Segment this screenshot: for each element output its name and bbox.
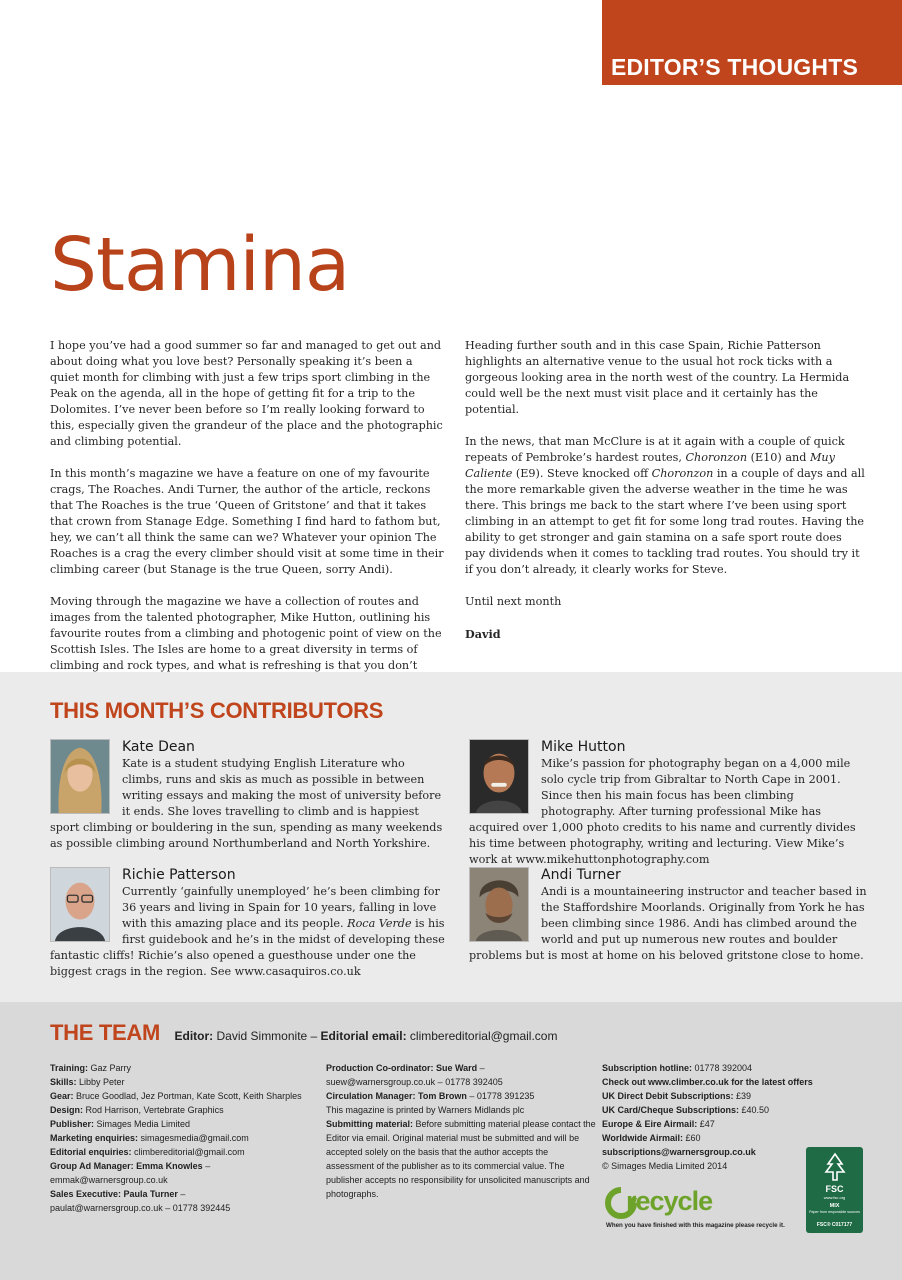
label: Editorial email: bbox=[320, 1029, 407, 1043]
contributor-photo bbox=[469, 867, 529, 942]
article-paragraph bbox=[465, 434, 865, 578]
credit-line: Check out www.climber.co.uk for the latest offers bbox=[602, 1077, 813, 1087]
text-run: In the news, that man McClure is at it again with a couple of quick repeats of Pembroke’s hardest routes, bbox=[465, 435, 845, 464]
credit-line: Worldwide Airmail: £60 bbox=[602, 1133, 701, 1143]
book-title: Roca Verde bbox=[347, 917, 412, 930]
credit-line: Circulation Manager: Tom Brown – 01778 391235 bbox=[326, 1091, 535, 1101]
credit-line: Europe & Eire Airmail: £47 bbox=[602, 1119, 715, 1129]
value: David Simmonite – bbox=[213, 1029, 321, 1043]
credit-line: Marketing enquiries: simagesmedia@gmail.com bbox=[50, 1133, 249, 1143]
section-tab bbox=[602, 0, 902, 85]
fsc-logo bbox=[806, 1147, 863, 1233]
team-column-2 bbox=[326, 1061, 596, 1201]
credit-line: This magazine is printed by Warners Midlands plc bbox=[326, 1105, 525, 1115]
credit-line: Training: Gaz Parry bbox=[50, 1063, 132, 1073]
text-run: in a couple of days and all the more remarkable given the adverse weather in the time he was there. This brings me back to the start where I’ve been using sport climbing in an attempt to get fit for some long trad routes. Having the ability to get stronger and gain stamina on a safe sport route does pay dividends when it comes to tackling trad routes. You should try it if you don’t already, it clearly works for Steve. bbox=[465, 467, 865, 576]
contributor-name: Richie Patterson bbox=[122, 867, 236, 883]
fsc-code: FSC® C017177 bbox=[816, 1222, 853, 1228]
contributor-photo bbox=[50, 867, 110, 942]
credit-line: Publisher: Simages Media Limited bbox=[50, 1119, 191, 1129]
section-label: EDITOR’S THOUGHTS bbox=[610, 54, 858, 80]
recycle-logo bbox=[604, 1184, 788, 1232]
route-name: Choronzon bbox=[651, 467, 714, 480]
article-paragraph: Moving through the magazine we have a collection of routes and images from the talented photographer, Mike Hutton, outlining his favourite routes from a climbing and photogenic point of view on the Scottish Isles. The Isles are home to a great diversity in terms of climbing and rock types, and what is refreshing is that you don’t bbox=[50, 595, 442, 672]
article-paragraph: In this month’s magazine we have a feature on one of my favourite crags, The Roaches. Andi Turner, the author of the article, reckons that The Roaches is the true ‘Queen of Gritstone’ and that it takes that crown from Stanage Edge. Something I find hard to fathom but, hey, we can’t all think the same can we? Whatever your opinion The Roaches is a crag the every climber should visit at some time in their climbing career (but Stanage is the true Queen, sorry Andi). bbox=[50, 467, 444, 576]
credit-line: Production Co-ordinator: Sue Ward – bbox=[326, 1063, 485, 1073]
contributor-richie-patterson bbox=[50, 867, 448, 980]
credit-line: paulat@warnersgroup.co.uk – 01778 392445 bbox=[50, 1203, 231, 1213]
article-column-left bbox=[50, 338, 445, 706]
credit-line: subscriptions@warnersgroup.co.uk bbox=[602, 1147, 756, 1157]
recycle-note: When you have finished with this magazine please recycle it. bbox=[606, 1222, 785, 1229]
credit-line: Design: Rod Harrison, Vertebrate Graphics bbox=[50, 1105, 224, 1115]
contributor-bio: is his first guidebook and he’s in the midst of developing these fantastic cliffs! Richie’s also opened a guesthouse under one the biggest crags in the region. See www.casaquiros.co.uk bbox=[50, 917, 445, 978]
contributor-bio: Mike’s passion for photography began on a 4,000 mile solo cycle trip from Gibraltar to North Cape in 2001. Since then his main focus has been climbing photography. After turning professional Mike has acquired over 1,000 photo credits to his name and currently divides his time between photography, writing and lecturing. View Mike’s work at www.mikehuttonphotography.com bbox=[469, 757, 856, 866]
contributor-bio: Currently ‘gainfully unemployed’ he’s been climbing for 36 years and living in Spain for 10 years, falling in love with this amazing place and its people. bbox=[122, 885, 440, 930]
fsc-tree-icon bbox=[820, 1152, 850, 1182]
fsc-mix: MIX bbox=[829, 1203, 840, 1209]
team-editor-line bbox=[175, 1029, 558, 1043]
contributor-name: Kate Dean bbox=[122, 739, 195, 755]
text-run: (E10) and bbox=[747, 451, 810, 464]
contributors-heading: THIS MONTH’S CONTRIBUTORS bbox=[50, 698, 384, 723]
credit-line: Skills: Libby Peter bbox=[50, 1077, 125, 1087]
route-name: Muy Caliente bbox=[465, 451, 835, 480]
text-run: (E9). Steve knocked off bbox=[512, 467, 652, 480]
fsc-paper-note: Paper from responsible sources bbox=[809, 1210, 860, 1214]
credit-line: Gear: Bruce Goodlad, Jez Portman, Kate Scott, Keith Sharples bbox=[50, 1091, 302, 1101]
recycle-wordmark: recycle bbox=[626, 1186, 713, 1216]
contributor-photo bbox=[50, 739, 110, 814]
fsc-website: www.fsc.org bbox=[823, 1195, 846, 1200]
credit-line: UK Direct Debit Subscriptions: £39 bbox=[602, 1091, 752, 1101]
label: Editor: bbox=[174, 1029, 214, 1043]
credit-line: Subscription hotline: 01778 392004 bbox=[602, 1063, 753, 1073]
credit-line: UK Card/Cheque Subscriptions: £40.50 bbox=[602, 1105, 770, 1115]
credit-line: Submitting material: Before submitting material please contact the Editor via email. Original material must be submitted and will be accepted solely on the basis that the author accepts the assessment of the publisher as to its commercial value. The publisher accepts no responsibility for unsolicited manuscripts and photographs. bbox=[326, 1119, 596, 1199]
credit-line: © Simages Media Limited 2014 bbox=[602, 1161, 728, 1171]
article-paragraph: Heading further south and in this case Spain, Richie Patterson highlights an alternative venue to the usual hot rock ticks with a gorgeous looking area in the north west of the country. La Hermida could well be the next must visit place and it certainly has the potential. bbox=[465, 339, 850, 416]
article-title: Stamina bbox=[50, 222, 350, 308]
article-paragraph: I hope you’ve had a good summer so far and managed to get out and about doing what you love best? Personally speaking it’s been a quiet month for climbing with just a few trips sport climbing in the Peak on the agenda, all in the hope of getting fit for a trip to the Dolomites. I’ve never been before so I’m really looking forward to this, especially given the grandeur of the place and the photographic and climbing potential. bbox=[50, 339, 443, 448]
contributor-bio: Andi is a mountaineering instructor and teacher based in the Staffordshire Moorlands. Originally from York he has been climbing since 1986. Andi has climbed around the world and put up numerous new routes and boulder problems but is most at home on his beloved gritstone close to home. bbox=[469, 885, 867, 962]
contributor-bio: Kate is a student studying English Literature who climbs, runs and skis as much as possible in between writing essays and making the most of university before it ends. She loves travelling to climb and is happiest sport climbing or bouldering in the sun, spending as many weekends as possible climbing around Northumberland and North Yorkshire. bbox=[50, 757, 443, 850]
signature: David bbox=[465, 627, 501, 641]
team-header bbox=[50, 1020, 557, 1046]
team-column-1 bbox=[50, 1061, 320, 1215]
credit-line: Editorial enquiries: climbereditorial@gmail.com bbox=[50, 1147, 245, 1157]
contributor-name: Mike Hutton bbox=[541, 739, 626, 755]
contributor-name: Andi Turner bbox=[541, 867, 621, 883]
credit-line: suew@warnersgroup.co.uk – 01778 392405 bbox=[326, 1077, 503, 1087]
contributor-kate-dean bbox=[50, 739, 448, 852]
value: climbereditorial@gmail.com bbox=[406, 1029, 558, 1043]
credit-line: Sales Executive: Paula Turner – bbox=[50, 1189, 186, 1199]
team-heading: THE TEAM bbox=[50, 1020, 161, 1045]
fsc-wordmark: FSC bbox=[825, 1184, 844, 1194]
article-column-right bbox=[465, 338, 865, 658]
sign-off: Until next month bbox=[465, 595, 562, 608]
contributor-andi-turner bbox=[469, 867, 867, 964]
contributor-mike-hutton bbox=[469, 739, 867, 868]
contributor-photo bbox=[469, 739, 529, 814]
credit-line: Group Ad Manager: Emma Knowles – emmak@warnersgroup.co.uk bbox=[50, 1161, 211, 1185]
route-name: Choronzon bbox=[685, 451, 748, 464]
